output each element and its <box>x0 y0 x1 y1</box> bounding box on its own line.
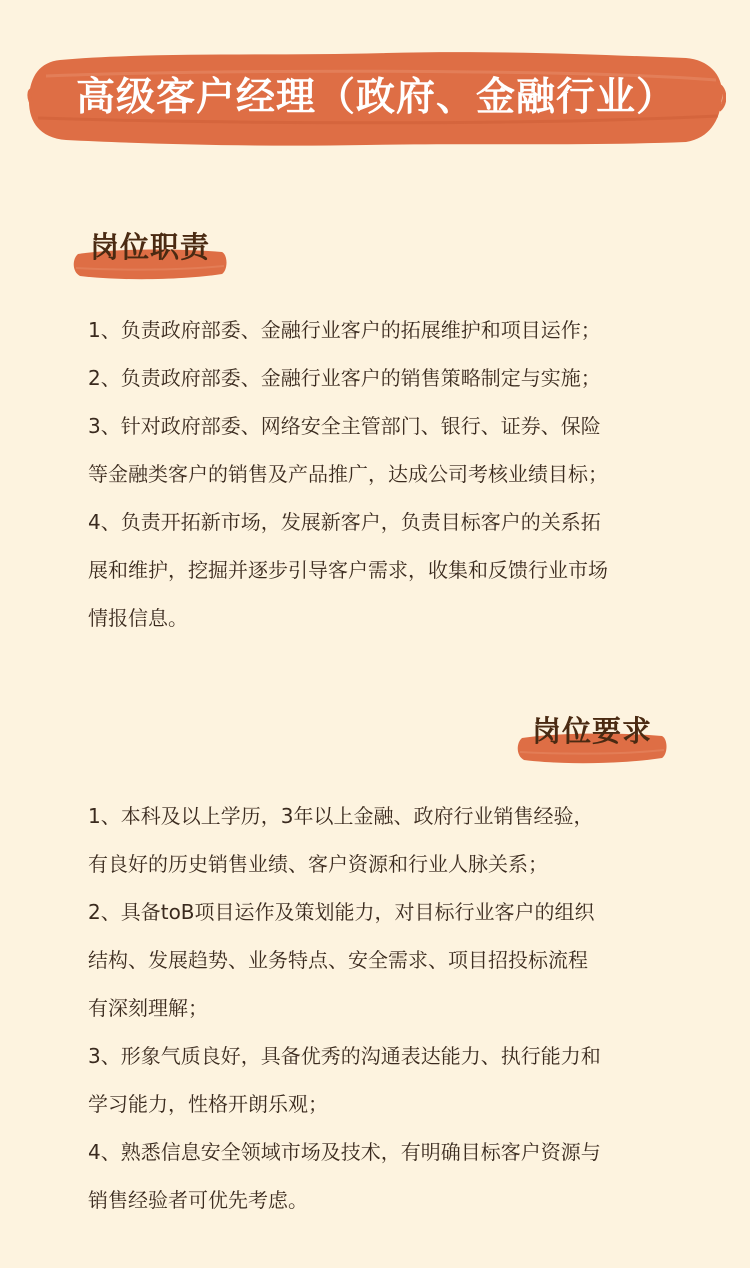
section-heading-duties <box>72 224 228 284</box>
page-title: 高级客户经理（政府、金融行业） <box>75 75 676 120</box>
duty-line: 3、针对政府部委、网络安全主管部门、银行、证券、保险 <box>88 414 601 438</box>
duties-list <box>88 306 688 642</box>
duty-line: 4、负责开拓新市场，发展新客户，负责目标客户的关系拓 <box>88 510 601 534</box>
requirement-line: 结构、发展趋势、业务特点、安全需求、项目招投标流程 <box>88 948 588 972</box>
duty-line: 1、负责政府部委、金融行业客户的拓展维护和项目运作； <box>88 318 601 342</box>
requirement-line: 有良好的历史销售业绩、客户资源和行业人脉关系； <box>88 852 548 876</box>
requirement-line: 学习能力，性格开朗乐观； <box>88 1092 328 1116</box>
requirement-line: 2、具备toB项目运作及策划能力，对目标行业客户的组织 <box>88 900 595 924</box>
duty-line: 情报信息。 <box>88 606 188 630</box>
requirement-line: 3、形象气质良好，具备优秀的沟通表达能力、执行能力和 <box>88 1044 601 1068</box>
requirement-line: 有深刻理解； <box>88 996 208 1020</box>
duty-line: 展和维护，挖掘并逐步引导客户需求，收集和反馈行业市场 <box>88 558 608 582</box>
section-title: 岗位要求 <box>531 714 652 748</box>
requirement-line: 销售经验者可优先考虑。 <box>88 1188 308 1212</box>
requirement-line: 4、熟悉信息安全领域市场及技术，有明确目标客户资源与 <box>88 1140 601 1164</box>
section-heading-requirements <box>516 708 668 768</box>
requirement-line: 1、本科及以上学历，3年以上金融、政府行业销售经验， <box>88 804 594 828</box>
requirements-list <box>88 792 688 1224</box>
duty-line: 等金融类客户的销售及产品推广，达成公司考核业绩目标； <box>88 462 608 486</box>
title-banner <box>26 46 726 150</box>
duty-line: 2、负责政府部委、金融行业客户的销售策略制定与实施； <box>88 366 601 390</box>
section-title: 岗位职责 <box>89 230 210 264</box>
